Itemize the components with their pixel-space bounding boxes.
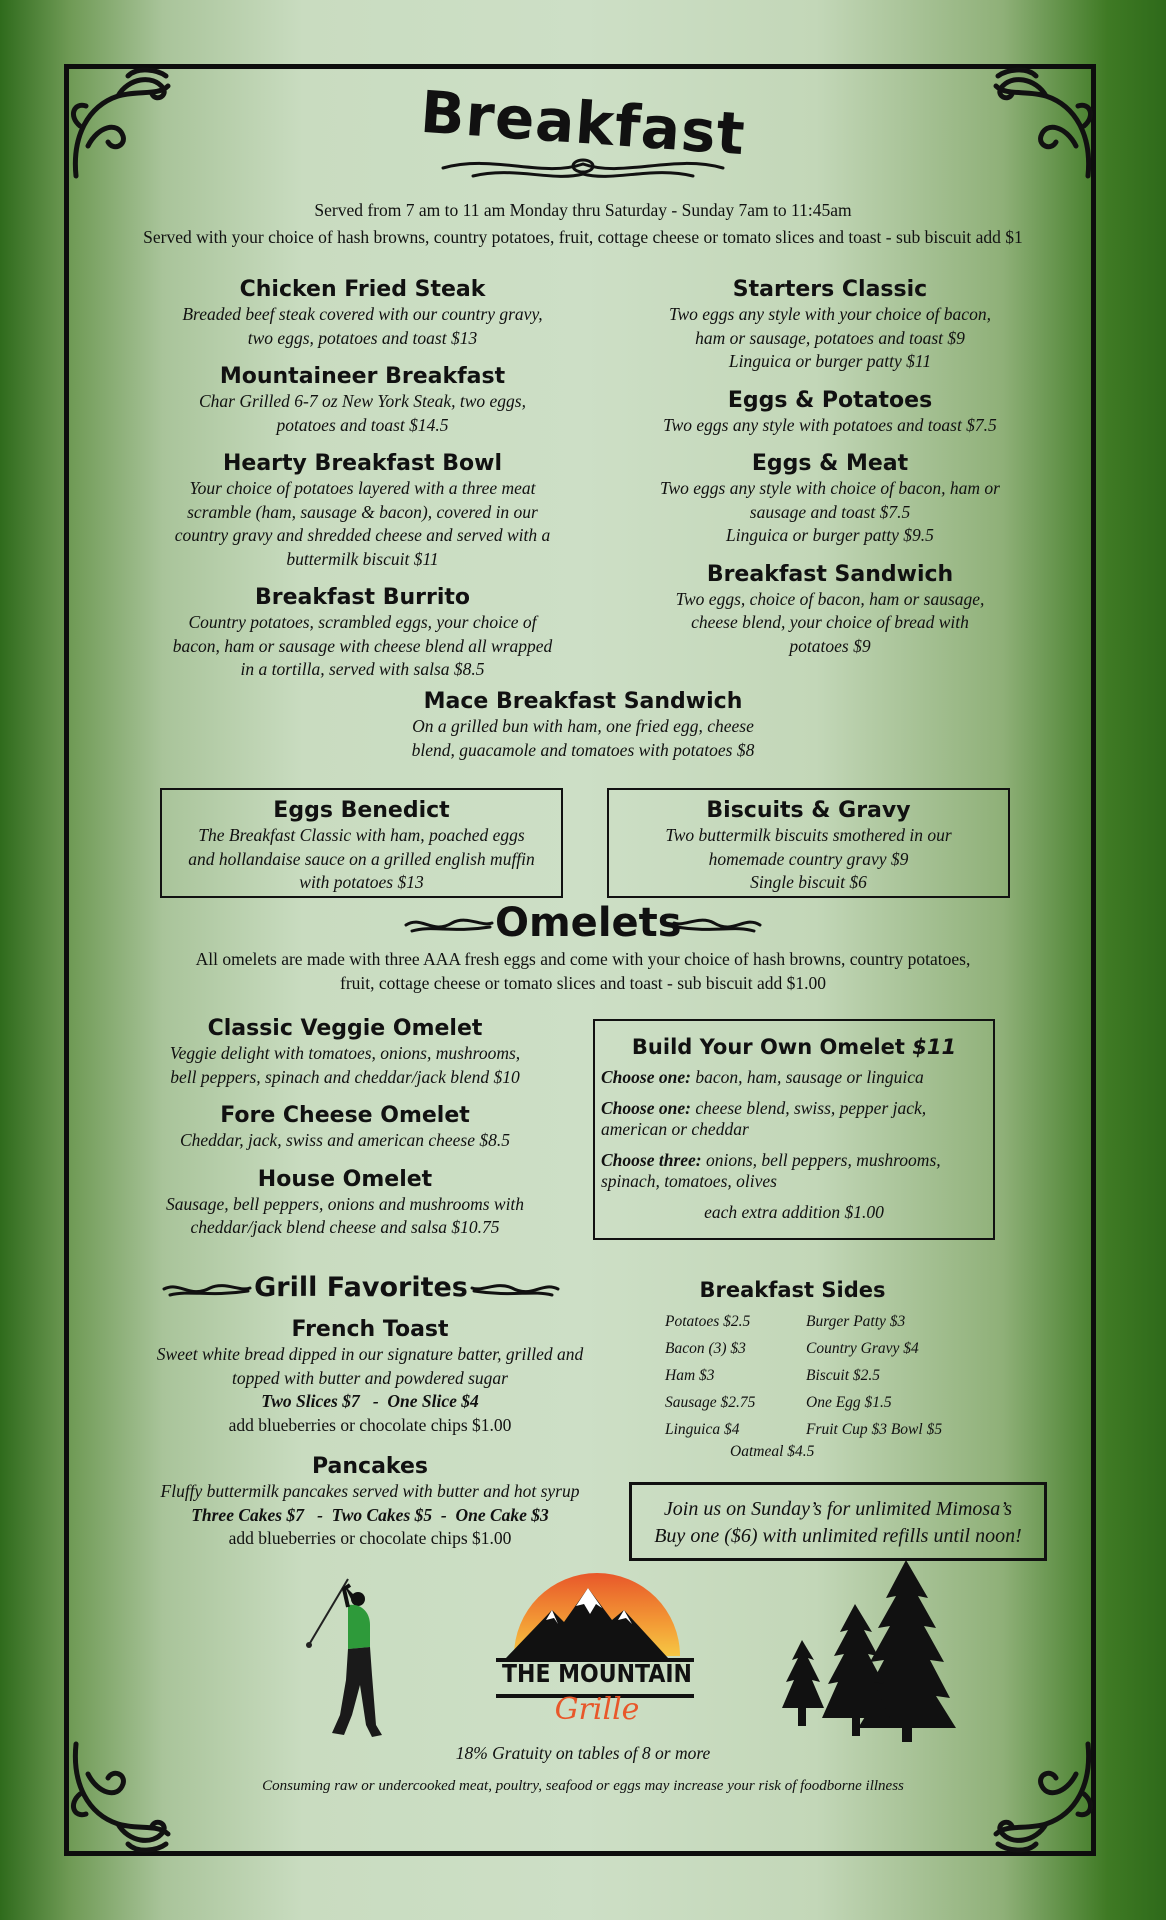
item-name: Chicken Fried Steak [239, 277, 486, 302]
menu-item [140, 1167, 550, 1240]
desc-line: topped with butter and powdered sugar [232, 1367, 508, 1388]
item-name: Breakfast Burrito [254, 585, 470, 610]
side-item: Bacon (3) $3 [665, 1340, 746, 1357]
item-name: Fore Cheese Omelet [220, 1103, 470, 1128]
item-desc [383, 715, 783, 762]
side-item: Sausage $2.75 [665, 1394, 756, 1411]
choice-text: cheese blend, swiss, pepper jack, [695, 1098, 927, 1118]
gratuity-note: 18% Gratuity on tables of 8 or more [455, 1743, 711, 1763]
choice-label: Choose three: [601, 1150, 702, 1170]
item-desc [609, 824, 1008, 895]
build-price: $11 [912, 1035, 957, 1059]
pine-trees-icon [778, 1558, 978, 1743]
item-desc [150, 611, 575, 682]
desc-line: Your choice of potatoes layered with a three meat [189, 478, 536, 498]
desc-line: On a grilled bun with ham, one fried egg, cheese [412, 716, 754, 736]
choice-text: bacon, ham, sausage or linguica [695, 1067, 924, 1087]
mimosa-line: Join us on Sunday’s for unlimited Mimosa’s [663, 1498, 1013, 1520]
page-title: Breakfast [418, 77, 748, 169]
desc-line: Linguica or burger patty $11 [728, 351, 932, 371]
build-choice-3 [601, 1150, 987, 1192]
desc-line: Char Grilled 6-7 oz New York Steak, two eggs, [199, 391, 526, 411]
build-title-text: Build Your Own Omelet [631, 1035, 905, 1059]
item-desc [150, 303, 575, 350]
mimosa-box [629, 1482, 1047, 1561]
item-desc [162, 824, 561, 895]
desc-line: potatoes and toast $14.5 [276, 414, 449, 435]
flourish-left-icon [402, 913, 494, 937]
item-desc [140, 1129, 550, 1153]
breakfast-right-column [615, 277, 1045, 658]
desc-line: two eggs, potatoes and toast $13 [247, 327, 478, 348]
omelets-note [110, 947, 1056, 995]
side-item: Ham $3 [665, 1367, 715, 1384]
item-desc [615, 588, 1045, 659]
build-omelet-title [601, 1033, 987, 1061]
desc-line: Country potatoes, scrambled eggs, your choice of [188, 612, 537, 632]
choice-text: onions, bell peppers, mushrooms, [706, 1150, 941, 1170]
sides-note: Served with your choice of hash browns, country potatoes, fruit, cottage cheese or tomato slices and toast - sub biscuit add $1 [143, 227, 1023, 247]
choice-label: Choose one: [601, 1067, 691, 1087]
desc-line: Breaded beef steak covered with our country gravy, [182, 304, 543, 324]
logo-script-text: Grille [554, 1692, 640, 1727]
desc-line: homemade country gravy $9 [708, 848, 909, 869]
desc-line: Single biscuit $6 [750, 872, 867, 892]
desc-line: with potatoes $13 [299, 872, 424, 892]
side-item: Biscuit $2.5 [806, 1367, 881, 1384]
menu-item [150, 451, 575, 571]
side-item-oatmeal: Oatmeal $4.5 [730, 1443, 815, 1460]
desc-line: Sweet white bread dipped in our signature batter, grilled and [156, 1344, 584, 1364]
item-name: House Omelet [257, 1166, 433, 1192]
price-line: Three Cakes $7 - Two Cakes $5 - One Cake $3 [191, 1504, 549, 1525]
golfer-icon [300, 1575, 390, 1747]
desc-line: Two eggs any style with potatoes and toast $7.5 [663, 414, 997, 435]
omelet-list [140, 1016, 550, 1240]
side-item: Fruit Cup $3 Bowl $5 [806, 1421, 943, 1438]
item-name: Starters Classic [732, 277, 928, 302]
flourish-left-icon [160, 1279, 252, 1301]
build-choice-2 [601, 1098, 987, 1140]
desc-line: in a tortilla, served with salsa $8.5 [240, 659, 485, 679]
desc-line: country gravy and shredded cheese and served with a [174, 525, 551, 545]
omelets-title: Omelets [495, 900, 682, 946]
build-omelet-box [593, 1019, 995, 1240]
flourish-right-icon [672, 913, 764, 937]
desc-line: scramble (ham, sausage & bacon), covered in our [187, 501, 538, 522]
biscuits-gravy-box [607, 788, 1010, 898]
desc-line: cheddar/jack blend cheese and salsa $10.75 [190, 1217, 500, 1237]
desc-line: buttermilk biscuit $11 [286, 548, 439, 569]
choice-text: american or cheddar [601, 1119, 749, 1139]
menu-item [150, 277, 575, 350]
mimosa-line: Buy one ($6) with unlimited refills until noon! [654, 1525, 1022, 1547]
sides-title: Breakfast Sides [699, 1278, 886, 1302]
breakfast-left-column [150, 277, 575, 682]
desc-line: The Breakfast Classic with ham, poached eggs [198, 825, 525, 845]
item-name: Classic Veggie Omelet [207, 1016, 483, 1041]
desc-line: Two eggs any style with choice of bacon, ham or [660, 478, 1000, 498]
desc-line: Veggie delight with tomatoes, onions, mushrooms, [169, 1043, 521, 1063]
item-name: Hearty Breakfast Bowl [223, 451, 502, 476]
eggs-benedict-box [160, 788, 563, 898]
desc-line: Fluffy buttermilk pancakes served with butter and hot syrup [160, 1481, 580, 1501]
menu-item [615, 277, 1045, 374]
item-desc [120, 1343, 620, 1437]
desc-line: Two eggs, choice of bacon, ham or sausage, [675, 588, 985, 609]
desc-line: bacon, ham or sausage with cheese blend all wrapped [172, 635, 553, 656]
desc-line: cheese blend, your choice of bread with [691, 612, 969, 632]
side-item: Potatoes $2.5 [665, 1313, 751, 1330]
item-desc [615, 477, 1045, 548]
side-item: One Egg $1.5 [806, 1394, 892, 1411]
item-name: French Toast [291, 1317, 449, 1342]
build-extra: each extra addition $1.00 [704, 1202, 884, 1222]
desc-line: Two buttermilk biscuits smothered in our [665, 825, 952, 845]
item-name: Mace Breakfast Sandwich [423, 689, 743, 714]
item-name: Eggs Benedict [273, 798, 450, 823]
item-desc [140, 1193, 550, 1240]
addon-line: add blueberries or chocolate chips $1.00 [228, 1528, 512, 1548]
menu-item [150, 585, 575, 682]
menu-item-pancakes [120, 1454, 620, 1551]
price-line: Two Slices $7 - One Slice $4 [261, 1391, 479, 1411]
menu-item [140, 1103, 550, 1153]
item-desc [120, 1480, 620, 1551]
side-item: Burger Patty $3 [806, 1313, 906, 1330]
hours-text: Served from 7 am to 11 am Monday thru Saturday - Sunday 7am to 11:45am [314, 200, 852, 220]
grill-title: Grill Favorites [254, 1272, 468, 1303]
item-name: Biscuits & Gravy [706, 798, 911, 823]
desc-line: Cheddar, jack, swiss and american cheese $8.5 [179, 1130, 511, 1150]
item-desc [140, 1042, 550, 1089]
item-name: Mountaineer Breakfast [219, 364, 506, 389]
sides-left-list [665, 1308, 815, 1443]
desc-line: potatoes $9 [789, 635, 871, 656]
note-line: All omelets are made with three AAA fresh eggs and come with your choice of hash browns, country potatoes, [195, 949, 971, 969]
desc-line: ham or sausage, potatoes and toast $9 [695, 327, 965, 348]
desc-line: and hollandaise sauce on a grilled english muffin [188, 848, 535, 869]
desc-line: Sausage, bell peppers, onions and mushrooms with [165, 1193, 525, 1214]
item-desc [150, 390, 575, 437]
food-warning: Consuming raw or undercooked meat, poultry, seafood or eggs may increase your risk of foodborne illness [262, 1778, 904, 1794]
addon-line: add blueberries or chocolate chips $1.00 [228, 1414, 512, 1435]
item-name: Eggs & Potatoes [727, 387, 933, 413]
menu-item [150, 364, 575, 437]
menu-item [615, 451, 1045, 548]
side-item: Country Gravy $4 [806, 1340, 919, 1357]
menu-item [140, 1016, 550, 1089]
desc-line: blend, guacamole and tomatoes with potatoes $8 [411, 739, 755, 760]
corner-ornament-icon [68, 66, 188, 186]
logo-text: THE MOUNTAIN [502, 1660, 692, 1689]
item-name: Breakfast Sandwich [706, 561, 954, 587]
choice-label: Choose one: [601, 1098, 691, 1118]
side-item: Linguica $4 [665, 1421, 740, 1438]
note-line: fruit, cottage cheese or tomato slices and toast - sub biscuit add $1.00 [340, 973, 826, 993]
menu-item-french-toast [120, 1317, 620, 1437]
item-desc [150, 477, 575, 571]
item-name: Eggs & Meat [751, 451, 909, 476]
item-desc [615, 303, 1045, 374]
desc-line: bell peppers, spinach and cheddar/jack blend $10 [170, 1066, 520, 1087]
choice-text: spinach, tomatoes, olives [601, 1171, 777, 1191]
desc-line: Linguica or burger patty $9.5 [726, 525, 934, 545]
menu-item [615, 388, 1045, 438]
corner-ornament-icon [976, 66, 1096, 186]
desc-line: sausage and toast $7.5 [749, 501, 911, 522]
menu-item [615, 562, 1045, 659]
menu-item-mace [383, 689, 783, 762]
item-desc [615, 414, 1045, 438]
desc-line: Two eggs any style with your choice of bacon, [669, 304, 991, 324]
flourish-right-icon [470, 1279, 562, 1301]
title-flourish-icon [433, 148, 733, 184]
sides-right-list [806, 1308, 1006, 1443]
item-name: Pancakes [312, 1454, 428, 1479]
build-choice-1 [601, 1067, 987, 1088]
